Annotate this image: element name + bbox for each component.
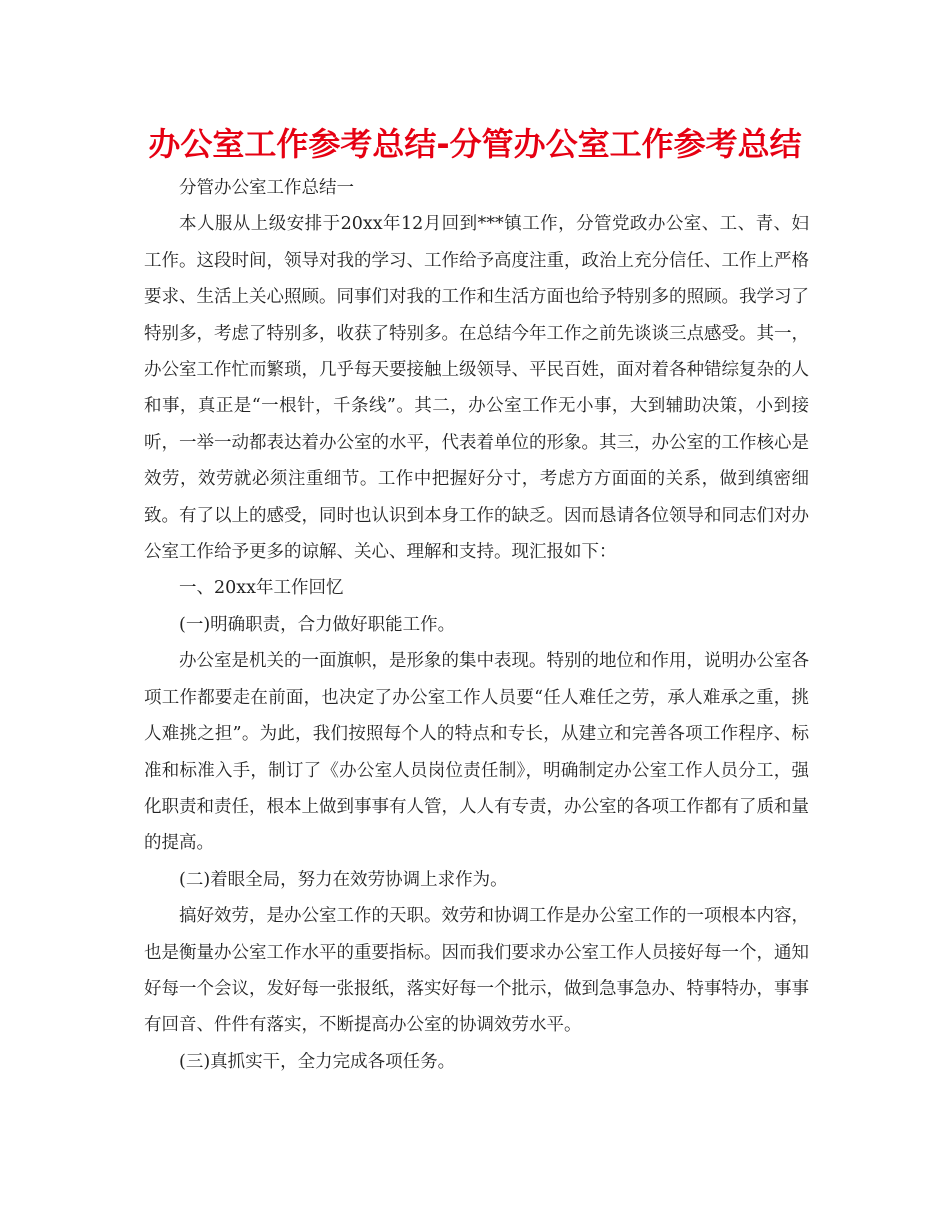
body-paragraph: 搞好效劳，是办公室工作的天职。效劳和协调工作是办公室工作的一项根本内容，也是衡量办公室工作水平的重要指标。因而我们要求办公室工作人员接好每一个，通知好每一个会议，发好每一张报纸，落实好每一个批示，做到急事急办、特事特办，事事有回音、件件有落实，不断提高办公室的协调效劳水平。 bbox=[144, 906, 809, 1036]
subsection-heading: (一)明确职责，合力做好职能工作。 bbox=[179, 614, 456, 635]
section-heading: 分管办公室工作总结一 bbox=[179, 178, 354, 198]
document-title: 办公室工作参考总结-分管办公室工作参考总结 bbox=[148, 125, 802, 163]
body-paragraph: 本人服从上级安排于20xx年12月回到***镇工作，分管党政办公室、工、青、妇工作。这段时间，领导对我的学习、工作给予高度注重，政治上充分信任、工作上严格要求、生活上关心照顾。同事们对我的工作和生活方面也给予特别多的照顾。我学习了特别多，考虑了特别多，收获了特别多。在总结今年工作之前先谈谈三点感受。其一，办公室工作忙而繁琐，几乎每天要接触上级领导、平民百姓，面对着各种错综复杂的人和事，真正是“一根针，千条线”。其二，办公室工作无小事，大到辅助决策，小到接听，一举一动都表达着办公室的水平，代表着单位的形象。其三，办公室的工作核心是效劳，效劳就必须注重细节。工作中把握好分寸，考虑方方面面的关系，做到缜密细致。有了以上的感受，同时也认识到本身工作的缺乏。因而恳请各位领导和同志们对办公室工作给予更多的谅解、关心、理解和支持。现汇报如下： bbox=[144, 214, 809, 563]
document-body bbox=[144, 170, 809, 1080]
body-paragraph: 办公室是机关的一面旗帜，是形象的集中表现。特别的地位和作用，说明办公室各项工作都要走在前面，也决定了办公室工作人员要“任人难任之劳，承人难承之重，挑人难挑之担”。为此，我们按照每个人的特点和专长，从建立和完善各项工作程序、标准和标准入手，制订了《办公室人员岗位责任制》，明确制定办公室工作人员分工，强化职责和责任，根本上做到事事有人管，人人有专责，办公室的各项工作都有了质和量的提高。 bbox=[144, 651, 809, 854]
section-heading: 一、20xx年工作回忆 bbox=[179, 578, 344, 599]
subsection-heading: (二)着眼全局，努力在效劳协调上求作为。 bbox=[179, 869, 508, 890]
subsection-heading: (三)真抓实干，全力完成各项任务。 bbox=[179, 1051, 456, 1072]
